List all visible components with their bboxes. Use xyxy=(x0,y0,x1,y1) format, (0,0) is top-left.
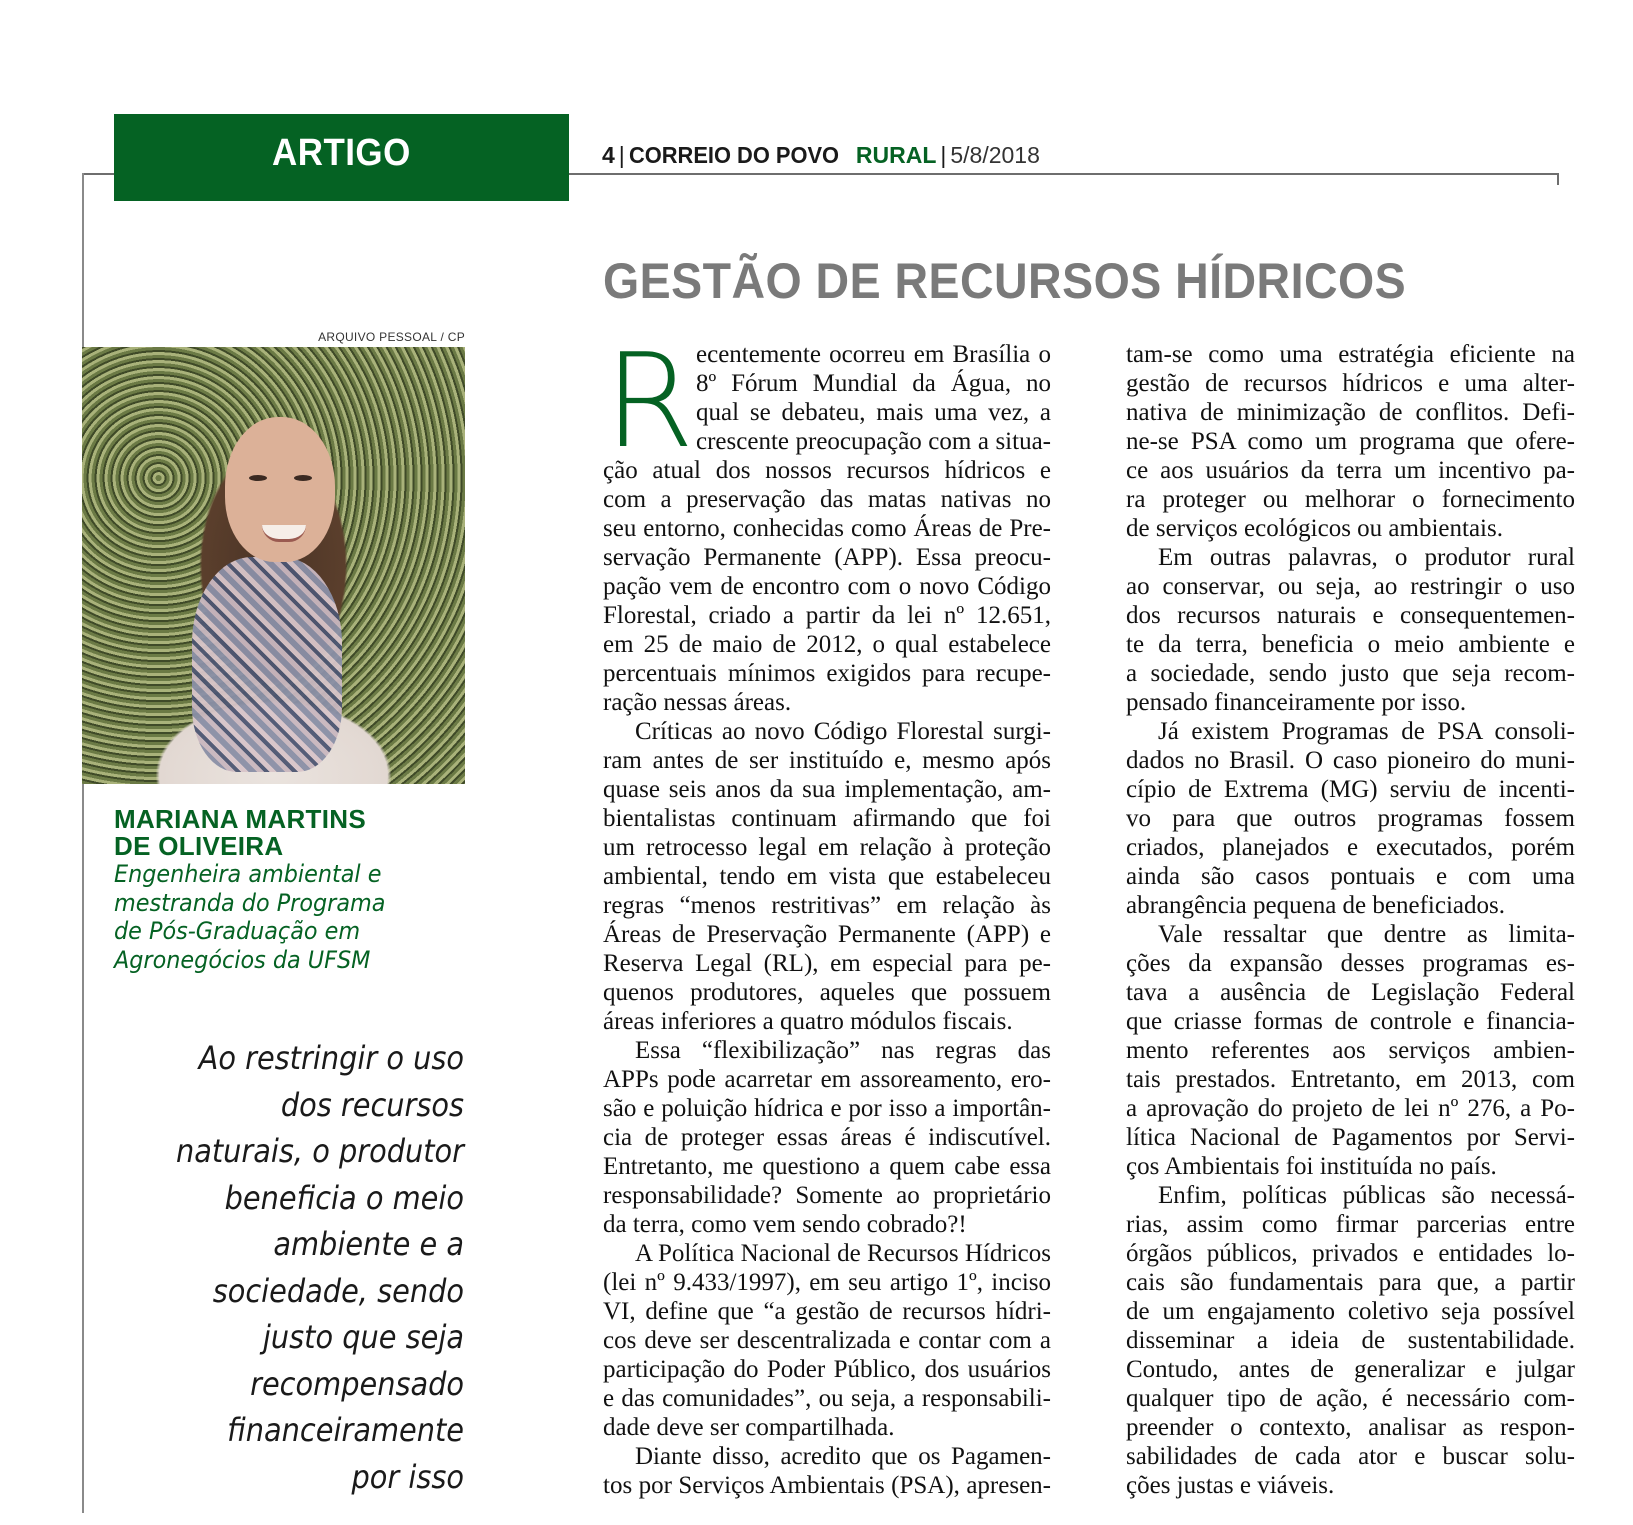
article-text-line: pensado financeiramente por isso. xyxy=(1126,689,1467,716)
article-text-line: cais são fundamentais para que, a partir xyxy=(1126,1269,1575,1296)
article-text-line: um retrocesso legal em relação à proteção xyxy=(603,834,1051,861)
article-text-line: qualquer tipo de ação, é necessário com- xyxy=(1126,1385,1575,1412)
article-text-line: ecentemente ocorreu em Brasília o xyxy=(696,341,1051,368)
article-text-line: Florestal, criado a partir da lei nº 12.651, xyxy=(603,602,1051,629)
article-text-line: ços Ambientais foi instituída no país. xyxy=(1126,1153,1497,1180)
article-text-line: Em outras palavras, o produtor rural xyxy=(1158,544,1575,571)
article-text-line: órgãos públicos, privados e entidades lo- xyxy=(1126,1240,1575,1267)
article-text-line: te da terra, beneficia o meio ambiente e xyxy=(1126,631,1575,658)
article-text-line: gestão de recursos hídricos e uma alter- xyxy=(1126,370,1575,397)
article-text-line: ambiental, tendo em vista que estabeleceu xyxy=(603,863,1051,890)
pull-quote-line: justo que seja xyxy=(262,1318,464,1356)
masthead-separator: | xyxy=(618,142,625,168)
article-text-line: quase seis anos da sua implementação, am- xyxy=(603,776,1051,803)
article-text-line: Essa “flexibilização” nas regras das xyxy=(635,1037,1051,1064)
pull-quote-line: financeiramente xyxy=(227,1411,464,1449)
pull-quote xyxy=(130,1035,464,1500)
article-text-line: em 25 de maio de 2012, o qual estabelece xyxy=(603,631,1051,658)
photo-credit: ARQUIVO PESSOAL / CP xyxy=(318,330,465,344)
article-text-line: ções da expansão desses programas es- xyxy=(1126,950,1575,977)
author-name-line: MARIANA MARTINS xyxy=(114,804,366,834)
article-text-line: Já existem Programas de PSA consoli- xyxy=(1158,718,1575,745)
article-text-line: responsabilidade? Somente ao proprietário xyxy=(603,1182,1051,1209)
author-bio-line: Engenheira ambiental e xyxy=(114,860,382,888)
article-text-line: ce aos usuários da terra um incentivo pa- xyxy=(1126,457,1575,484)
masthead-separator-2: | xyxy=(940,142,947,168)
author-photo xyxy=(82,347,465,784)
photo-eye-left xyxy=(249,475,267,481)
article-text-line: ainda são casos pontuais e com uma xyxy=(1126,863,1575,890)
article-text-line: nativa de minimização de conflitos. Defi- xyxy=(1126,399,1575,426)
pull-quote-line: Ao restringir o uso xyxy=(198,1039,464,1077)
article-text-line: da terra, como vem sendo cobrado?! xyxy=(603,1211,967,1238)
article-text-line: dados no Brasil. O caso pioneiro do muni- xyxy=(1126,747,1575,774)
section-banner xyxy=(114,114,569,201)
publication-date: 5/8/2018 xyxy=(950,142,1040,168)
article-text-line: áreas inferiores a quatro módulos fiscais. xyxy=(603,1008,1013,1035)
article-text-line: e das comunidades”, ou seja, a responsabili- xyxy=(603,1385,1051,1412)
article-text-line: A Política Nacional de Recursos Hídricos xyxy=(635,1240,1051,1267)
article-text-line: ção atual dos nossos recursos hídricos e xyxy=(603,457,1051,484)
article-text-line: ram antes de ser instituído e, mesmo após xyxy=(603,747,1051,774)
article-text-line: APPs pode acarretar em assoreamento, ero- xyxy=(603,1066,1051,1093)
article-text-line: com a preservação das matas nativas no xyxy=(603,486,1051,513)
drop-cap: R xyxy=(604,325,695,477)
article-text-line: qual se debateu, mais uma vez, a xyxy=(696,399,1051,426)
article-text-line: bientalistas continuam afirmando que foi xyxy=(603,805,1051,832)
article-text-line: a aprovação do projeto de lei nº 276, a Po- xyxy=(1126,1095,1575,1122)
article-text-line: tos por Serviços Ambientais (PSA), apresen- xyxy=(603,1472,1051,1499)
article-text-line: a sociedade, sendo justo que seja recom- xyxy=(1126,660,1575,687)
article-text-line: cípio de Extrema (MG) serviu de incenti- xyxy=(1126,776,1575,803)
article-text-line: dos recursos naturais e consequentemen- xyxy=(1126,602,1575,629)
article-text-line: lítica Nacional de Pagamentos por Servi- xyxy=(1126,1124,1575,1151)
photo-eye-right xyxy=(294,475,312,481)
pull-quote-line: recompensado xyxy=(250,1364,464,1403)
article-text-line: cos deve ser descentralizada e contar com a xyxy=(603,1327,1051,1354)
article-text-line: são e poluição hídrica e por isso a importân- xyxy=(603,1095,1051,1122)
article-text-line: dade deve ser compartilhada. xyxy=(603,1414,895,1441)
article-text-line: seu entorno, conhecidas como Áreas de Pre- xyxy=(603,515,1051,542)
article-text-line: preender o contexto, analisar as respon- xyxy=(1126,1414,1575,1441)
article-text-line: tam-se como uma estratégia eficiente na xyxy=(1126,341,1575,368)
article-text-line: pação vem de encontro com o novo Código xyxy=(603,573,1051,600)
article-text-line: sabilidades de cada ator e buscar solu- xyxy=(1126,1443,1575,1470)
article-text-line: Áreas de Preservação Permanente (APP) e xyxy=(603,921,1051,948)
author-bio xyxy=(114,860,440,974)
article-text-line: ao conservar, ou seja, ao restringir o uso xyxy=(1126,573,1575,600)
pull-quote-line: por isso xyxy=(351,1457,464,1496)
article-column-1 xyxy=(603,325,1051,1500)
article-headline: GESTÃO DE RECURSOS HÍDRICOS xyxy=(603,253,1407,309)
article-text-line: quenos produtores, aqueles que possuem xyxy=(603,979,1051,1006)
photo-scarf-shape xyxy=(192,557,342,772)
article-text-line: participação do Poder Público, dos usuários xyxy=(603,1356,1051,1383)
article-text-line: cia de proteger essas áreas é indiscutível. xyxy=(603,1124,1051,1151)
author-name xyxy=(114,806,454,860)
masthead xyxy=(602,142,1040,169)
author-bio-line: mestranda do Programa xyxy=(114,888,386,917)
article-text-line: Entretanto, me questiono a quem cabe essa xyxy=(603,1153,1051,1180)
article-text-line: (lei nº 9.433/1997), em seu artigo 1º, inciso xyxy=(603,1269,1051,1296)
article-text-line: Críticas ao novo Código Florestal surgi- xyxy=(635,718,1051,745)
article-text-line: percentuais mínimos exigidos para recupe- xyxy=(603,660,1051,687)
pull-quote-line: dos recursos xyxy=(280,1085,464,1124)
pull-quote-line: ambiente e a xyxy=(273,1225,464,1263)
article-text-line: regras “menos restritivas” em relação às xyxy=(603,892,1051,919)
article-text-line: Diante disso, acredito que os Pagamen- xyxy=(635,1443,1051,1470)
article-text-line: ções justas e viáveis. xyxy=(1126,1472,1335,1499)
page-number: 4 xyxy=(602,142,615,168)
publication-name: CORREIO DO POVO xyxy=(628,142,839,168)
article-text-line: disseminar a ideia de sustentabilidade. xyxy=(1126,1327,1575,1354)
article-text-line: de serviços ecológicos ou ambientais. xyxy=(1126,515,1503,542)
author-name-line: DE OLIVEIRA xyxy=(114,831,284,861)
article-column-2 xyxy=(1126,340,1575,1500)
publication-accent: RURAL xyxy=(855,142,937,168)
article-text-line: 8º Fórum Mundial da Água, no xyxy=(696,370,1051,397)
article-text-line: abrangência pequena de beneficiados. xyxy=(1126,892,1505,919)
article-text-line: vo para que outros programas fossem xyxy=(1126,805,1575,832)
article-text-line: criados, planejados e executados, porém xyxy=(1126,834,1575,861)
article-text-line: mento referentes aos serviços ambien- xyxy=(1126,1037,1575,1064)
article-text-line: Enfim, políticas públicas são necessá- xyxy=(1158,1182,1575,1209)
article-text-line: crescente preocupação com a situa- xyxy=(696,428,1051,455)
article-text-line: tava a ausência de Legislação Federal xyxy=(1126,979,1575,1006)
article-text-line: Contudo, antes de generalizar e julgar xyxy=(1126,1356,1575,1383)
article-text-line: ra proteger ou melhorar o fornecimento xyxy=(1126,486,1575,513)
article-text-line: de um engajamento coletivo seja possível xyxy=(1126,1298,1575,1325)
article-text-line: Reserva Legal (RL), em especial para pe- xyxy=(603,950,1051,977)
author-bio-line: de Pós-Graduação em xyxy=(114,917,361,945)
article-text-line: ração nessas áreas. xyxy=(603,689,792,716)
article-text-line: VI, define que “a gestão de recursos hídri- xyxy=(603,1298,1051,1325)
page-frame-right-rule xyxy=(1557,173,1559,185)
pull-quote-line: sociedade, sendo xyxy=(212,1271,464,1310)
article-text-line: servação Permanente (APP). Essa preocu- xyxy=(603,544,1051,571)
article-text-line: que criasse formas de controle e financia- xyxy=(1126,1008,1575,1035)
section-label: ARTIGO xyxy=(272,132,411,174)
article-text-line: tais prestados. Entretanto, em 2013, com xyxy=(1126,1066,1575,1093)
article-text-line: rias, assim como firmar parcerias entre xyxy=(1126,1211,1575,1238)
article-text-line: ne-se PSA como um programa que ofere- xyxy=(1126,428,1575,455)
pull-quote-line: naturais, o produtor xyxy=(175,1132,465,1170)
author-bio-line: Agronegócios da UFSM xyxy=(114,945,371,974)
pull-quote-line: beneficia o meio xyxy=(224,1178,464,1217)
article-text-line: Vale ressaltar que dentre as limita- xyxy=(1158,921,1575,948)
